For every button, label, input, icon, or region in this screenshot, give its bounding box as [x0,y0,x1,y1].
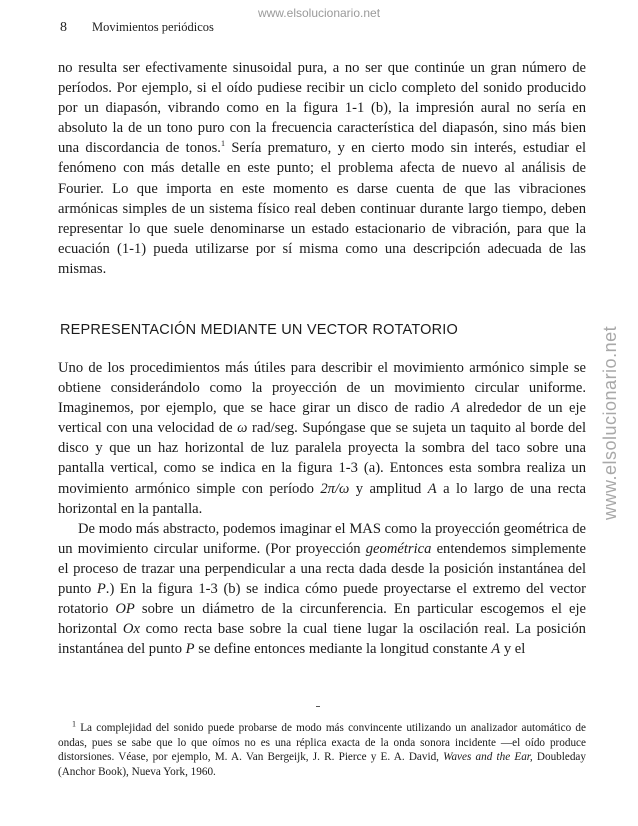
running-head [60,20,214,36]
watermark-side: www.elsolucionario.net [600,325,620,520]
section-body [58,358,586,659]
running-title: Movimientos periódicos [92,20,214,34]
watermark-top: www.elsolucionario.net [257,6,381,20]
footnote [58,721,586,779]
paragraph-3: De modo más abstracto, podemos imaginar el MAS como la proyección geométrica de un movimiento circular uniforme. (Por proyección geométrica entendemos simplemente el proceso de trazar una perpendicular a una recta dada desde la posición instantánea del punto P.) En la figura 1-3 (b) se indica cómo puede proyectarse el extremo del vector rotatorio OP sobre un diámetro de la circunferencia. En particular escogemos el eje horizontal Ox como recta base sobre la cual tiene lugar la oscilación real. La posición instantánea del punto P se define entonces mediante la longitud constante A y el [58,520,587,658]
paragraph-2: Uno de los procedimientos más útiles para describir el movimiento armónico simple se obtiene considerándolo como la proyección de un movimiento circular uniforme. Imaginemos, por ejemplo, que se hace girar un disco de radio A alrededor de un eje vertical con una velocidad de ω rad/seg. Supóngase que se sujeta un taquito al borde del disco y que un haz horizontal de luz paralela proyecta la sombra del taco sobre una pantalla vertical, como se indica en la figura 1-3 (a). Entonces esta sombra realiza un movimiento armónico simple con período 2π/ω y amplitud A a lo largo de una recta horizontal en la pantalla. [58,360,586,517]
footnote-number: 1 [72,719,76,729]
footnote-mark [316,706,320,707]
page-number: 8 [60,20,67,35]
body-text-top [58,58,586,279]
footnote-1: $^1$ La complejidad del sonido puede probarse de modo más convincente utilizando un analizador automático de ondas, pues se sabe que lo que oímos no es una réplica exacta de la onda sonora incidente —el oído produce distorsiones. Véase, por ejemplo, M. A. Van Bergeijk, J. R. Pierce y E. A. David, Waves and the Ear, Doubleday (Anchor Book), Nueva York, 1960. [58,719,586,778]
section-heading: REPRESENTACIÓN MEDIANTE UN VECTOR ROTATORIO [60,322,458,338]
footnote-ref: 1 [220,139,225,149]
paragraph-1: no resulta ser efectivamente sinusoidal pura, a no ser que continúe un gran número de períodos. Por ejemplo, si el oído pudiese recibir un ciclo completo del sonido producido por un diapasón, vibrando como en la figura 1-1 (b), la impresión aural no sería en absoluto la de un tono puro con la frecuencia característica del diapasón, sino más bien una discordancia de tonos.$^1$ Sería prematuro, y en cierto modo sin interés, estudiar el fenómeno con más detalle en este punto; el problema afecta de nuevo al análisis de Fourier. Lo que importa en este momento es darse cuenta de que las vibraciones armónicas simples de un sistema físico real deben continuar durante largo tiempo, deben representar lo que suele denominarse un estado estacionario de vibración, para que la ecuación (1-1) pueda utilizarse por sí misma como una descripción adecuada de las mismas. [58,60,587,277]
